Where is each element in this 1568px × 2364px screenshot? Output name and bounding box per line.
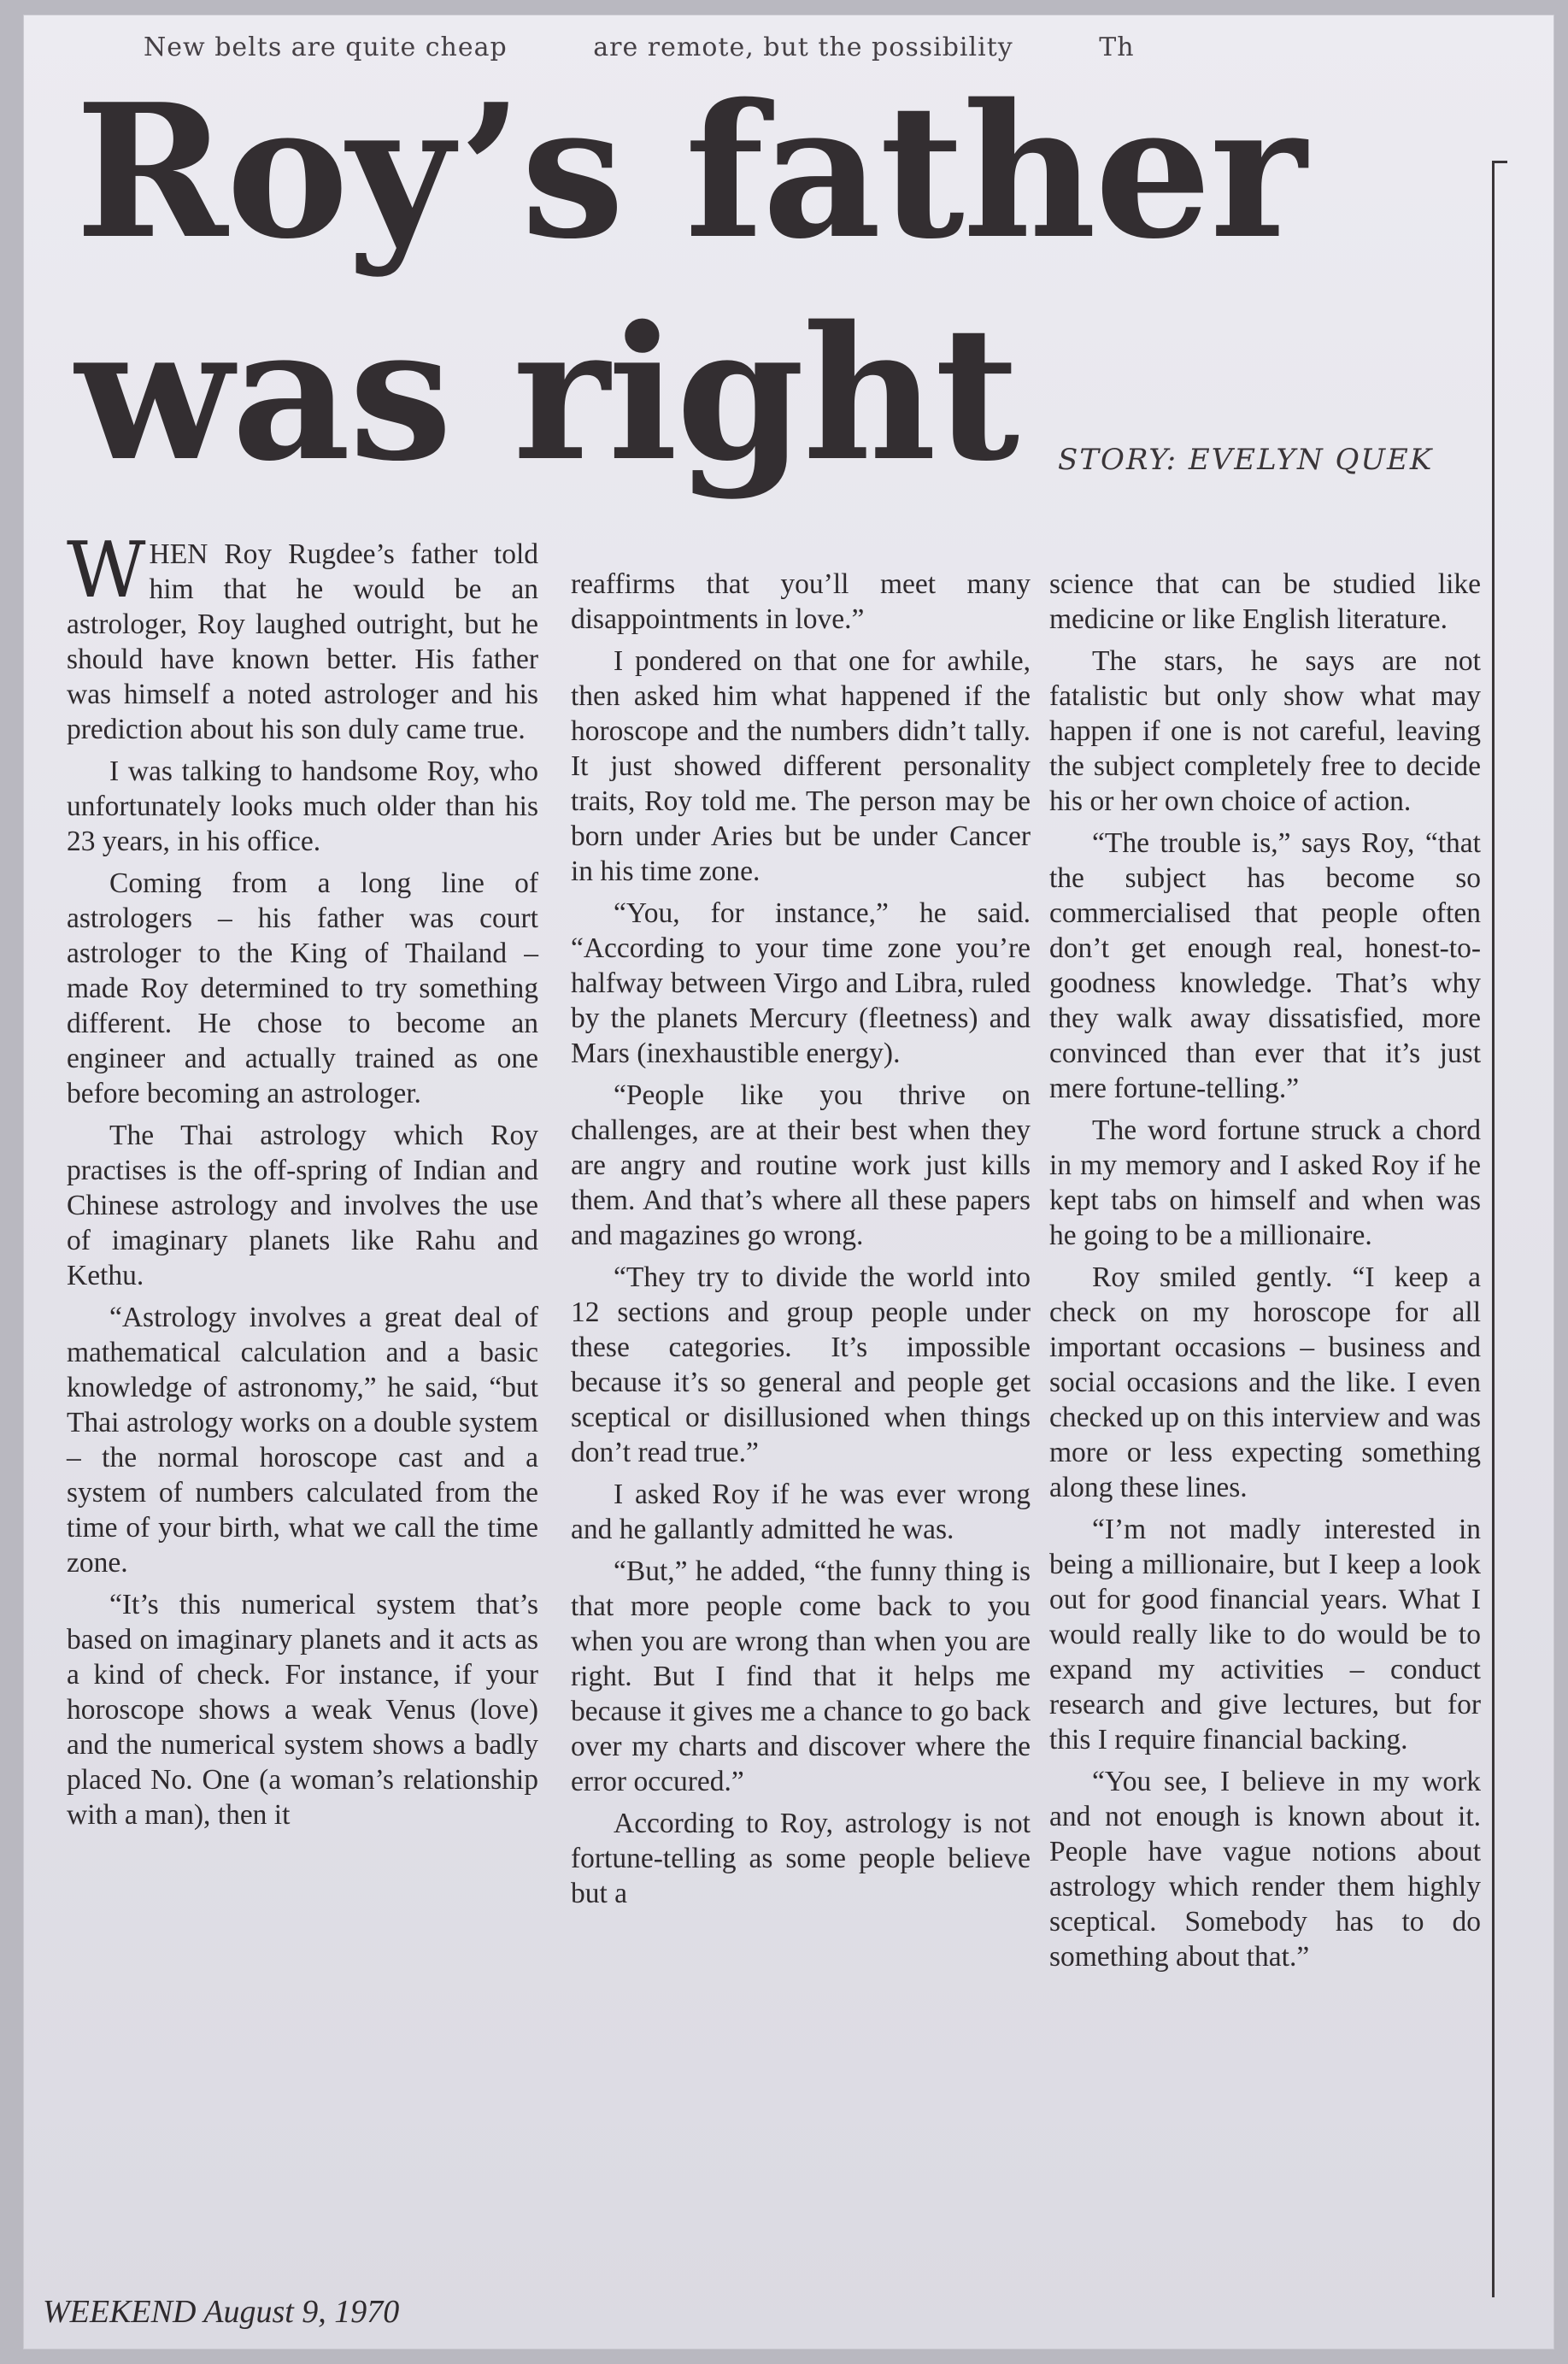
paragraph: Roy smiled gently. “I keep a check on my horoscope for all important occasions – business and social occasions and the like. I even checked up on this interview and was more or less expecting something along these lines. — [1049, 1261, 1481, 1503]
paragraph: “They try to divide the world into 12 sections and group people under these categories. It’s impossible because it’s so general and people get sceptical or disillusioned when things don’t read true.” — [571, 1261, 1031, 1468]
paragraph: “But,” he added, “the funny thing is that more people come back to you when you are wrong than when you are right. But I find that it helps me because it gives me a chance to go back over my charts and discover where the error occured.” — [571, 1555, 1031, 1797]
paragraph: “I’m not madly interested in being a millionaire, but I keep a look out for good financial years. What I would really like to do would be to expand my activities – conduct research and give lectures, but for this I require financial backing. — [1049, 1514, 1481, 1755]
article-column-2 — [571, 567, 1031, 1918]
headline-line-2: was right — [75, 285, 1019, 502]
paragraph: The word fortune struck a chord in my memory and I asked Roy if he kept tabs on himself and when was he going to be a millionaire. — [1049, 1114, 1481, 1251]
drop-cap: W — [67, 526, 146, 615]
column-rule-tick — [1492, 161, 1507, 163]
top-snippet: New belts are quite cheap — [144, 32, 508, 62]
paragraph: I asked Roy if he was ever wrong and he gallantly admitted he was. — [571, 1479, 1031, 1545]
article-column-3 — [1049, 567, 1481, 1981]
lead-paragraph — [67, 526, 538, 747]
paragraph: The stars, he says are not fatalistic but only show what may happen if one is not careful, leaving the subject completely free to decide his or her own choice of action. — [1049, 645, 1481, 817]
headline-line-1: Roy’s father — [75, 63, 1306, 279]
paragraph: “People like you thrive on challenges, are at their best when they are angry and routine work just kills them. And that’s where all these papers and magazines go wrong. — [571, 1079, 1031, 1251]
paragraph: The Thai astrology which Roy practises is the off-spring of Indian and Chinese astrology and involves the use of imaginary planets like Rahu and Kethu. — [67, 1120, 538, 1291]
article-column-1 — [67, 526, 538, 1839]
paragraph: reaffirms that you’ll meet many disappointments in love.” — [571, 568, 1031, 635]
paragraph: “You, for instance,” he said. “According to your time zone you’re halfway between Virgo and Libra, ruled by the planets Mercury (fleetness) and Mars (inexhaustible energy). — [571, 897, 1031, 1069]
paragraph: I was talking to handsome Roy, who unfortunately looks much older than his 23 years, in his office. — [67, 756, 538, 857]
paragraph: “Astrology involves a great deal of mathematical calculation and a basic knowledge of astronomy,” he said, “but Thai astrology works on a double system – the normal horoscope cast and a system of numbers calculated from the time of your birth, what we call the time zone. — [67, 1302, 538, 1579]
paragraph: I pondered on that one for awhile, then asked him what happened if the horoscope and the numbers didn’t tally. It just showed different personality traits, Roy told me. The person may be born under Aries but be under Cancer in his time zone. — [571, 645, 1031, 887]
paragraph: Coming from a long line of astrologers – his father was court astrologer to the King of Thailand – made Roy determined to try something different. He chose to become an engineer and actually trained as one before becoming an astrologer. — [67, 867, 538, 1109]
top-snippet: are remote, but the possibility — [593, 32, 1013, 62]
byline: STORY: EVELYN QUEK — [1058, 443, 1434, 477]
paragraph: “You see, I believe in my work and not enough is known about it. People have vague notions about astrology which render them highly sceptical. Somebody has to do something about that.” — [1049, 1766, 1481, 1973]
top-snippet: Th — [1099, 32, 1135, 62]
publication-footer: WEEKEND August 9, 1970 — [43, 2294, 400, 2330]
paragraph: “It’s this numerical system that’s based on imaginary planets and it acts as a kind of check. For instance, if your horoscope shows a weak Venus (love) and the numerical system shows a badly placed No. One (a woman’s relationship with a man), then it — [67, 1589, 538, 1831]
newspaper-page — [24, 15, 1553, 2349]
paragraph: science that can be studied like medicine or like English literature. — [1049, 568, 1481, 635]
column-rule — [1492, 161, 1495, 2297]
lead-text: HEN Roy Rugdee’s father told him that he would be an astrologer, Roy laughed outright, but he should have known better. His father was himself a noted astrologer and his prediction about his son duly came true. — [67, 538, 538, 745]
paragraph: “The trouble is,” says Roy, “that the subject has become so commercialised that people often don’t get enough real, honest-to-goodness knowledge. That’s why they walk away dissatisfied, more convinced than ever that it’s just mere fortune-telling.” — [1049, 827, 1481, 1104]
paragraph: According to Roy, astrology is not fortune-telling as some people believe but a — [571, 1808, 1031, 1909]
